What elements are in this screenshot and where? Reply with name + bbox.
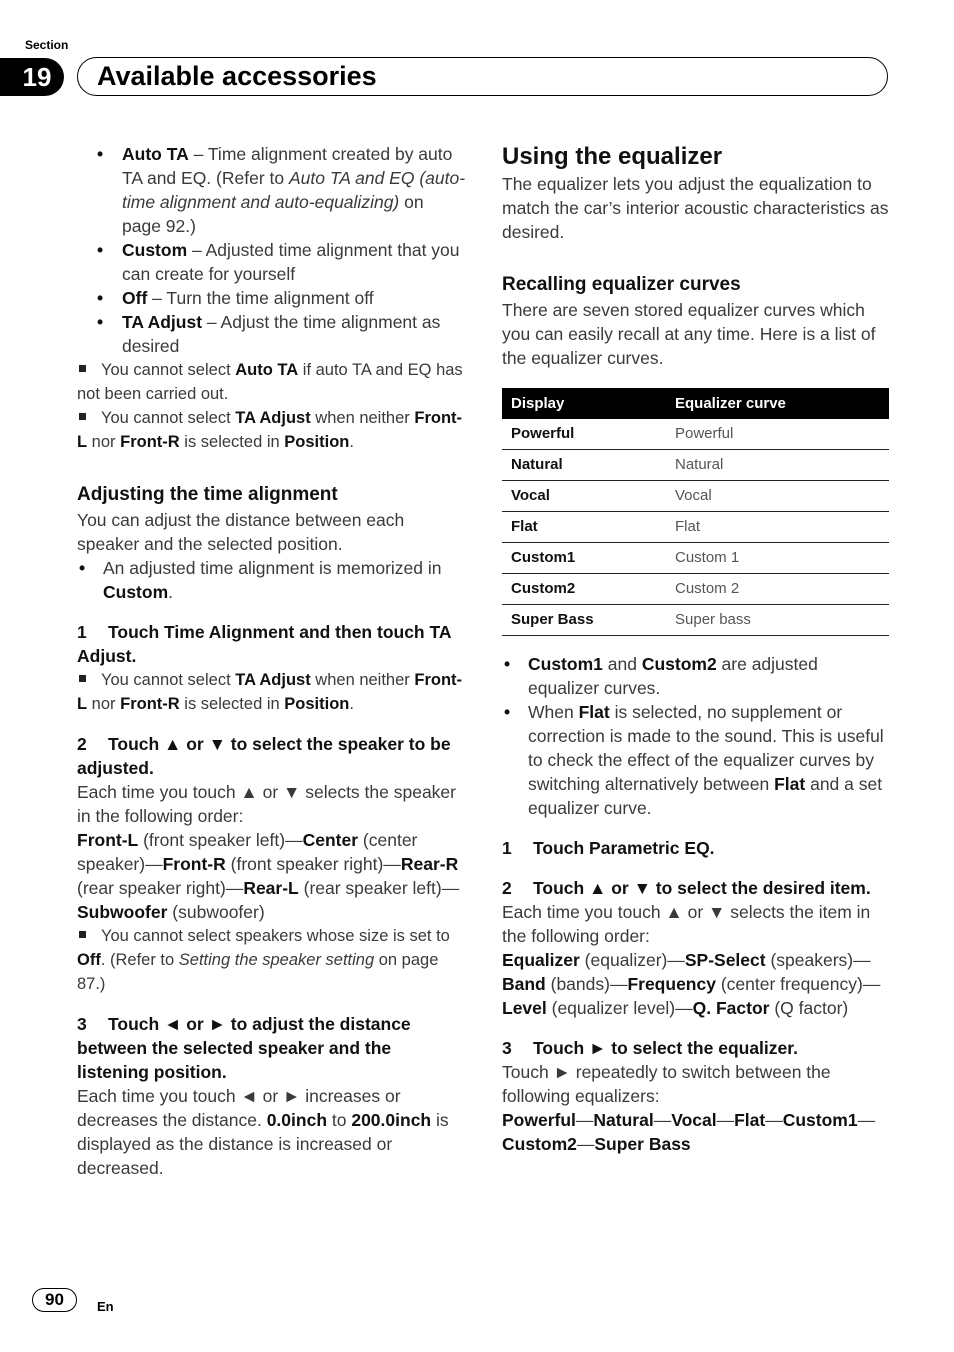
equalizer-order: Powerful—Natural—Vocal—Flat—Custom1—Custom2—Super Bass	[502, 1110, 876, 1154]
paragraph: Each time you touch ▲ or ▼ selects the item in the following order:	[502, 902, 871, 946]
table-row	[502, 543, 889, 574]
table-cell: Custom2	[502, 574, 666, 605]
table-row	[502, 574, 889, 605]
language-label: En	[97, 1299, 114, 1314]
section-heading: Using the equalizer	[502, 143, 723, 170]
list-item: • Auto TA – Time alignment created by auto TA and EQ. (Refer to Auto TA and EQ (auto-time alignment and auto-equalizing) on page 92.)	[77, 142, 467, 238]
step-heading: 2 Touch ▲ or ▼ to select the speaker to be adjusted.	[77, 734, 451, 778]
table-header-row	[502, 388, 889, 419]
list-item: • TA Adjust – Adjust the time alignment as desired	[77, 310, 467, 358]
step-heading: 3 Touch ► to select the equalizer.	[502, 1038, 798, 1058]
table-cell: Powerful	[502, 419, 666, 450]
column-header: Equalizer curve	[666, 388, 889, 419]
paragraph: Touch ► repeatedly to switch between the following equalizers:	[502, 1062, 831, 1106]
table-cell: Flat	[502, 512, 666, 543]
section-label: Section	[25, 38, 69, 52]
table-cell: Powerful	[666, 419, 889, 450]
section-number: 19	[0, 58, 64, 96]
table-cell: Flat	[666, 512, 889, 543]
table-cell: Super bass	[666, 605, 889, 636]
table-cell: Custom 2	[666, 574, 889, 605]
page-title: Available accessories	[97, 61, 377, 91]
equalizer-table	[502, 388, 889, 636]
table-row	[502, 605, 889, 636]
list-item: • Custom – Adjusted time alignment that you can create for yourself	[77, 238, 467, 286]
table-row	[502, 450, 889, 481]
step-heading: 1 Touch Time Alignment and then touch TA Adjust.	[77, 622, 451, 666]
list-item: • When Flat is selected, no supplement or correction is made to the sound. This is useful to check the effect of the equalizer curves by switching alternatively between Flat and a set equalizer curve.	[502, 700, 890, 820]
note-square-icon	[79, 931, 86, 938]
table-cell: Super Bass	[502, 605, 666, 636]
list-item: • Off – Turn the time alignment off	[77, 286, 467, 310]
note-square-icon	[79, 675, 86, 682]
table-row	[502, 512, 889, 543]
step-heading: 3 Touch ◄ or ► to adjust the distance between the selected speaker and the listening position.	[77, 1014, 411, 1082]
left-column	[77, 142, 467, 1180]
table-cell: Custom1	[502, 543, 666, 574]
list-item: • Custom1 and Custom2 are adjusted equalizer curves.	[502, 652, 890, 700]
note: You cannot select speakers whose size is set to Off. (Refer to Setting the speaker setting on page 87.)	[77, 927, 450, 993]
paragraph: Each time you touch ◄ or ► increases or decreases the distance. 0.0inch to 200.0inch is displayed as the distance is increased or decreased.	[77, 1086, 449, 1178]
table-cell: Custom 1	[666, 543, 889, 574]
step-heading: 2 Touch ▲ or ▼ to select the desired item.	[502, 878, 871, 898]
table-row	[502, 481, 889, 512]
list-item: • An adjusted time alignment is memorized in Custom.	[77, 556, 467, 604]
note: You cannot select TA Adjust when neither Front-L nor Front-R is selected in Position.	[77, 671, 463, 713]
subsection-heading: Recalling equalizer curves	[502, 274, 741, 295]
paragraph: Each time you touch ▲ or ▼ selects the speaker in the following order:	[77, 782, 456, 826]
table-cell: Vocal	[666, 481, 889, 512]
step-heading: 1 Touch Parametric EQ.	[502, 838, 715, 858]
note-square-icon	[79, 365, 86, 372]
table-cell: Natural	[666, 450, 889, 481]
table-row	[502, 419, 889, 450]
column-header: Display	[502, 388, 666, 419]
note: You cannot select Auto TA if auto TA and EQ has not been carried out.	[77, 361, 463, 403]
table-cell: Vocal	[502, 481, 666, 512]
right-column	[502, 142, 890, 1156]
paragraph: You can adjust the distance between each speaker and the selected position.	[77, 510, 405, 554]
paragraph: There are seven stored equalizer curves which you can easily recall at any time. Here is a list of the equalizer curves.	[502, 300, 876, 368]
note-square-icon	[79, 413, 86, 420]
section-heading: Adjusting the time alignment	[77, 484, 338, 505]
paragraph: The equalizer lets you adjust the equalization to match the car’s interior acoustic characteristics as desired.	[502, 174, 889, 242]
item-order: Equalizer (equalizer)—SP-Select (speakers)—Band (bands)—Frequency (center frequency)—Level (equalizer level)—Q. Factor (Q factor)	[502, 950, 881, 1018]
speaker-order: Front-L (front speaker left)—Center (center speaker)—Front-R (front speaker right)—Rear-R (rear speaker right)—Rear-L (rear speaker left)—Subwoofer (subwoofer)	[77, 830, 460, 922]
note: You cannot select TA Adjust when neither Front-L nor Front-R is selected in Position.	[77, 409, 463, 451]
page-number: 90	[32, 1288, 77, 1312]
table-cell: Natural	[502, 450, 666, 481]
